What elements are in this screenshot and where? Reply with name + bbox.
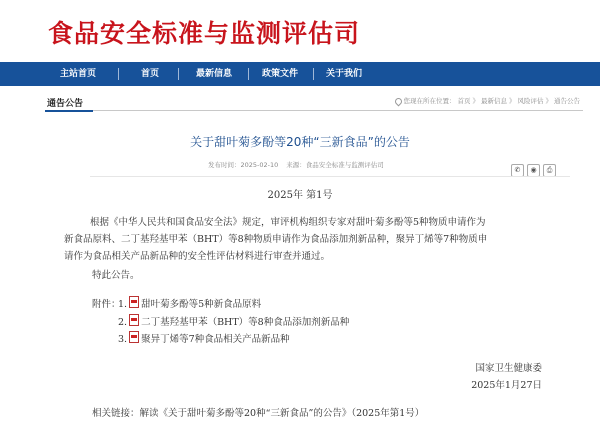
wechat-icon[interactable]: ✆: [511, 164, 524, 177]
nav-divider: [313, 68, 314, 80]
body-line: 根据《中华人民共和国食品安全法》规定，审评机构组织专家对甜叶菊多酚等5种物质申请作为: [90, 217, 486, 228]
published-label: 发布时间：: [208, 161, 241, 169]
nav-divider: [178, 68, 179, 80]
pdf-icon: [129, 331, 139, 343]
related-links: [92, 405, 424, 419]
breadcrumb-item-risk[interactable]: 风险评估: [517, 97, 544, 105]
breadcrumb: [394, 96, 582, 105]
breadcrumb-separator: 》: [545, 97, 552, 105]
attachments-label: 附件：: [92, 299, 121, 310]
attachment-label[interactable]: 聚异丁烯等7种食品相关产品新品种: [141, 334, 290, 345]
nav-item-policy[interactable]: 政策文件: [262, 69, 299, 79]
breadcrumb-bar: [45, 92, 583, 111]
breadcrumb-separator: 》: [472, 97, 479, 105]
divider: [90, 176, 570, 177]
nav-divider: [248, 68, 249, 80]
weibo-icon[interactable]: ◉: [527, 164, 540, 177]
main-nav: [0, 62, 600, 86]
published-date: 2025-02-10: [240, 161, 279, 169]
attachment-number: 1.: [118, 299, 128, 310]
breadcrumb-prefix: 您现在所在位置：: [403, 97, 456, 105]
pdf-icon: [129, 314, 139, 326]
article-title: 关于甜叶菊多酚等20种“三新食品”的公告: [190, 135, 410, 149]
nav-divider: [118, 68, 119, 80]
share-tools: [508, 157, 556, 174]
signature-org: 国家卫生健康委: [475, 363, 542, 374]
attachment-number: 3.: [118, 334, 128, 345]
attachment-link[interactable]: [118, 314, 349, 328]
closing-greeting: 特此公告。: [92, 270, 140, 281]
attachment-label[interactable]: 二丁基羟基甲苯（BHT）等8种食品添加剂新品种: [141, 317, 350, 328]
attachment-number: 2.: [118, 317, 128, 328]
body-line: 新食品原料、二丁基羟基甲苯（BHT）等8种物质申请作为食品添加剂新品种，聚异丁烯等7种物质申: [64, 234, 488, 245]
article-source: 食品安全标准与监测评估司: [305, 161, 384, 169]
nav-item-home[interactable]: 首页: [141, 69, 160, 79]
print-icon[interactable]: ⎙: [543, 164, 556, 177]
attachment-label[interactable]: 甜叶菊多酚等5种新食品原料: [141, 299, 262, 310]
attachment-link[interactable]: [118, 296, 261, 310]
document-number: 2025年 第1号: [267, 190, 333, 201]
section-title: 通告公告: [47, 99, 84, 109]
pdf-icon: [129, 296, 139, 308]
attachment-link[interactable]: [118, 331, 290, 345]
breadcrumb-item-home[interactable]: 首页: [457, 97, 471, 105]
nav-item-about[interactable]: 关于我们: [326, 69, 363, 79]
related-label: 相关链接：: [92, 408, 140, 419]
article-meta: [208, 160, 392, 169]
nav-item-latest[interactable]: 最新信息: [196, 69, 233, 79]
related-link[interactable]: 解读《关于甜叶菊多酚等20种“三新食品”的公告》（2025年第1号）: [139, 408, 425, 419]
article-body: [64, 214, 576, 265]
section-underline: [45, 110, 93, 112]
breadcrumb-separator: 》: [509, 97, 516, 105]
signature-date: 2025年1月27日: [471, 380, 542, 391]
location-pin-icon: [393, 96, 403, 106]
site-header: [0, 0, 600, 62]
breadcrumb-item-notices[interactable]: 通告公告: [554, 97, 580, 105]
breadcrumb-item-latest[interactable]: 最新信息: [481, 97, 507, 105]
source-label: 来源：: [286, 161, 306, 169]
site-title[interactable]: 食品安全标准与监测评估司: [48, 19, 361, 48]
nav-item-main-home[interactable]: 主站首页: [60, 69, 97, 79]
body-line: 请作为食品相关产品新品种的安全性评估材料进行审查并通过。: [64, 251, 331, 262]
